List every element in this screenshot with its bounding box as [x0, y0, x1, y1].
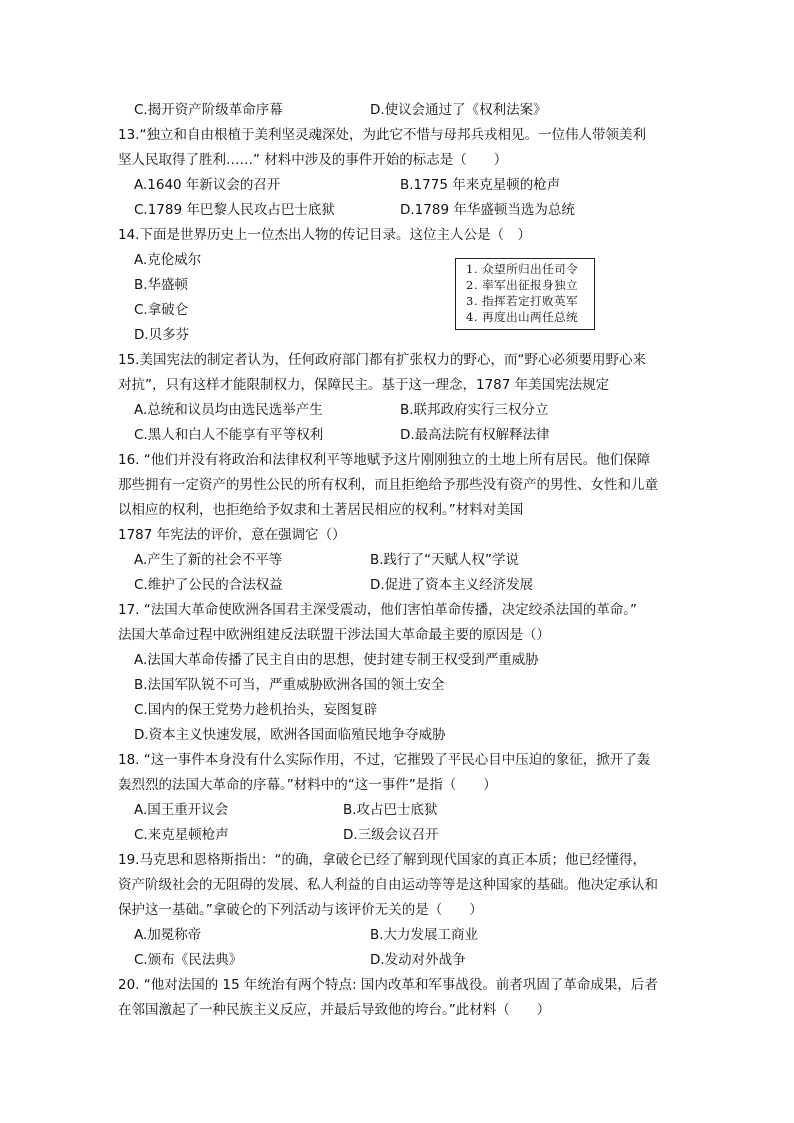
- q14-option-c: C.拿破仑: [134, 302, 189, 318]
- q17-option-b: B.法国军队锐不可当，严重威胁欧洲各国的领土安全: [134, 677, 445, 693]
- toc-item: 3. 指挥若定打败英军: [466, 294, 579, 308]
- q16-stem-line4: 1787 年宪法的评价，意在强调它（）: [118, 527, 346, 543]
- q18-option-a: A.国王重开议会: [134, 802, 229, 818]
- q17-stem-line1: 17. “法国大革命使欧洲各国君主深受震动，他们害怕革命传播，决定绞杀法国的革命。”: [118, 602, 637, 618]
- q20-stem-line1: 20. “他对法国的 15 年统治有两个特点: 国内改革和军事战役。前者巩固了革命成果，后者: [118, 977, 658, 993]
- q16-option-a: A.产生了新的社会不平等: [134, 552, 283, 568]
- q14-option-b: B.华盛顿: [134, 277, 189, 293]
- q19-option-a: A.加冕称帝: [134, 927, 202, 943]
- q19-stem-line3: 保护这一基础。”拿破仑的下列活动与该评价无关的是（ ）: [118, 902, 483, 918]
- q20-stem-line2: 在邻国激起了一种民族主义反应，并最后导致他的垮台。”此材料（ ）: [118, 1002, 551, 1018]
- q14-stem: 14.下面是世界历史上一位杰出人物的传记目录。这位主人公是（ ）: [118, 227, 531, 243]
- q15-option-d: D.最高法院有权解释法律: [400, 427, 550, 443]
- q12-option-d: D.使议会通过了《权利法案》: [370, 102, 547, 118]
- q16-option-c: C.维护了公民的合法权益: [134, 577, 283, 593]
- q19-stem-line1: 19.马克思和恩格斯指出：“的确，拿破仑已经了解到现代国家的真正本质；他已经懂得，: [118, 852, 646, 868]
- q13-option-a: A.1640 年新议会的召开: [134, 177, 281, 193]
- biography-toc-box: [455, 258, 595, 330]
- q16-option-b: B.践行了“天赋人权”学说: [370, 552, 520, 568]
- toc-item: 1. 众望所归出任司令: [466, 262, 579, 276]
- q18-option-c: C.来克星顿枪声: [134, 827, 229, 843]
- q15-option-a: A.总统和议员均由选民选举产生: [134, 402, 323, 418]
- q13-option-d: D.1789 年华盛顿当选为总统: [400, 202, 575, 218]
- q17-stem-line2: 法国大革命过程中欧洲组建反法联盟干涉法国大革命最主要的原因是（）: [118, 627, 550, 643]
- q16-option-d: D.促进了资本主义经济发展: [370, 577, 534, 593]
- q17-option-c: C.国内的保王党势力趁机抬头，妄图复辟: [134, 702, 378, 718]
- q18-stem-line1: 18. “这一事件本身没有什么实际作用，不过，它摧毁了平民心目中压迫的象征，掀开了轰: [118, 752, 651, 768]
- q15-option-b: B.联邦政府实行三权分立: [400, 402, 549, 418]
- q13-stem-line2: 坚人民取得了胜利……” 材料中涉及的事件开始的标志是（ ）: [118, 152, 508, 168]
- q19-stem-line2: 资产阶级社会的无阻碍的发展、私人利益的自由运动等等是这种国家的基础。他决定承认和: [118, 877, 658, 893]
- q13-option-b: B.1775 年来克星顿的枪声: [400, 177, 561, 193]
- q12-option-c: C.揭开资产阶级革命序幕: [134, 102, 283, 118]
- q15-option-c: C.黑人和白人不能享有平等权利: [134, 427, 324, 443]
- q16-stem-line2: 那些拥有一定资产的男性公民的所有权利，而且拒绝给予那些没有资产的男性、女性和儿童: [118, 477, 658, 493]
- q13-stem-line1: 13.“独立和自由根植于美利坚灵魂深处，为此它不惜与母邦兵戎相见。一位伟人带领美利: [118, 127, 646, 143]
- q17-option-a: A.法国大革命传播了民主自由的思想，使封建专制王权受到严重威胁: [134, 652, 539, 668]
- q18-stem-line2: 轰烈烈的法国大革命的序幕。”材料中的“这一事件”是指（ ）: [118, 777, 497, 793]
- q17-option-d: D.资本主义快速发展，欧洲各国面临殖民地争夺威胁: [134, 727, 446, 743]
- q15-stem-line1: 15.美国宪法的制定者认为，任何政府部门都有扩张权力的野心，而“野心必须要用野心来: [118, 352, 646, 368]
- q16-stem-line1: 16. “他们并没有将政治和法律权利平等地赋予这片刚刚独立的土地上所有居民。他们保障: [118, 452, 651, 468]
- q18-option-b: B.攻占巴士底狱: [343, 802, 438, 818]
- q15-stem-line2: 对抗”，只有这样才能限制权力，保障民主。基于这一理念，1787 年美国宪法规定: [118, 377, 610, 393]
- q14-option-d: D.贝多芬: [134, 327, 190, 343]
- q19-option-d: D.发动对外战争: [370, 952, 466, 968]
- q16-stem-line3: 以相应的权利，也拒绝给予奴隶和土著居民相应的权利。”材料对美国: [118, 502, 524, 518]
- toc-item: 4. 再度出山两任总统: [466, 310, 579, 324]
- q13-option-c: C.1789 年巴黎人民攻占巴士底狱: [134, 202, 335, 218]
- q18-option-d: D.三级会议召开: [343, 827, 439, 843]
- q14-option-a: A.克伦威尔: [134, 252, 202, 268]
- toc-item: 2. 率军出征报身独立: [466, 278, 579, 292]
- q19-option-b: B.大力发展工商业: [370, 927, 479, 943]
- q19-option-c: C.颁布《民法典》: [134, 952, 243, 968]
